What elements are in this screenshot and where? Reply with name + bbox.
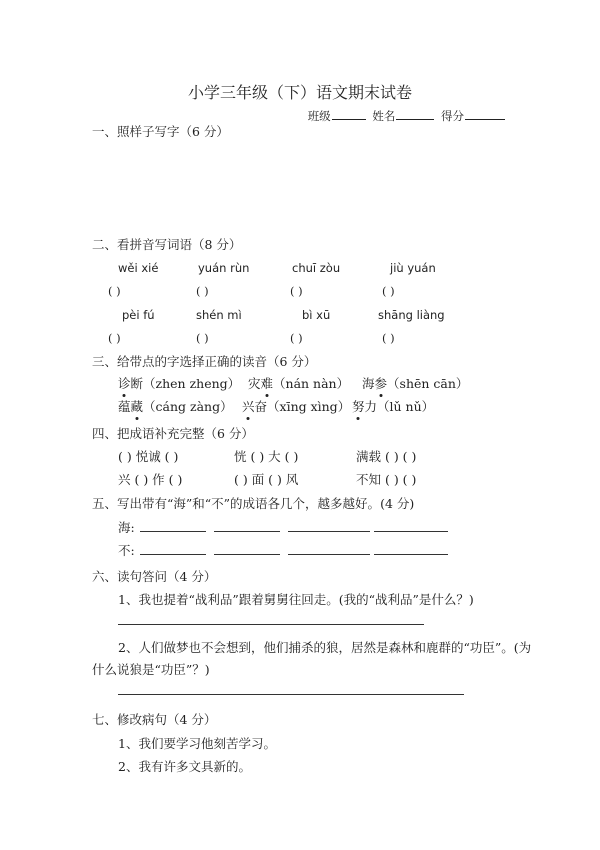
page-title: 小学三年级（下）语文期末试卷 — [187, 83, 412, 102]
pinyin-3: chuī zòu — [292, 261, 341, 275]
hai-answer-line-3[interactable] — [288, 531, 370, 532]
reading-item-5 — [242, 397, 350, 415]
dotted-char: 努 — [352, 399, 365, 414]
pinyin-8: shāng liàng — [378, 308, 445, 322]
hai-label: 海: — [118, 520, 135, 535]
question-6-1: 1、我也提着“战利品”跟着舅舅往回走。(我的“战利品”是什么？) — [118, 592, 474, 607]
pinyin-4: jiù yuán — [390, 261, 436, 275]
idiom-4[interactable]: 兴 ( ) 作 ( ) — [118, 472, 183, 487]
bu-answer-line-4[interactable] — [374, 554, 448, 555]
reading-text: （shēn cān） — [387, 376, 469, 391]
reading-item-3 — [362, 374, 468, 392]
bu-answer-line-3[interactable] — [288, 554, 370, 555]
pinyin-2: yuán rùn — [198, 261, 250, 275]
reading-item-4 — [118, 397, 233, 415]
section-2-heading: 二、看拼音写词语（8 分） — [92, 237, 242, 252]
class-label: 班级 — [307, 109, 331, 123]
pinyin-5: pèi fú — [122, 308, 155, 322]
question-6-2-line1: 2、人们做梦也不会想到，他们捕杀的狼，居然是森林和鹿群的“功臣”。(为 — [118, 640, 532, 655]
reading-text: 断（zhen zheng） — [130, 376, 241, 391]
name-blank[interactable] — [396, 108, 434, 120]
question-6-2-line2: 什么说狼是“功臣”？) — [92, 662, 210, 677]
dotted-char: 难 — [260, 376, 274, 391]
pinyin-7: bì xū — [302, 308, 331, 322]
hai-answer-line-2[interactable] — [214, 531, 280, 532]
idiom-6[interactable]: 不知 ( ) ( ) — [356, 472, 417, 487]
question-7-2: 2、我有许多文具新的。 — [118, 759, 251, 774]
reading-char: 灾 — [248, 376, 261, 391]
idiom-1[interactable]: ( ) 悦诚 ( ) — [118, 449, 179, 464]
dotted-char: 诊 — [118, 376, 131, 391]
class-blank[interactable] — [332, 108, 366, 120]
answer-paren-8[interactable]: ( ) — [382, 331, 395, 345]
pinyin-1: wěi xié — [118, 261, 159, 275]
reading-text: （nán nàn） — [273, 376, 350, 391]
dotted-char: 参 — [374, 376, 388, 391]
dotted-char: 藏 — [130, 399, 144, 414]
section-4-heading: 四、把成语补充完整（6 分） — [92, 426, 254, 441]
answer-paren-3[interactable]: ( ) — [290, 284, 303, 298]
bu-answer-line-2[interactable] — [214, 554, 280, 555]
dotted-char: 兴 — [242, 399, 255, 414]
score-label: 得分 — [441, 109, 464, 123]
idiom-5[interactable]: ( ) 面 ( ) 风 — [234, 472, 299, 487]
answer-paren-7[interactable]: ( ) — [290, 331, 303, 345]
answer-paren-2[interactable]: ( ) — [196, 284, 209, 298]
bu-label: 不: — [118, 543, 135, 558]
section-5-heading: 五、写出带有“海”和“不”的成语各几个，越多越好。(4 分) — [92, 496, 415, 511]
student-info — [308, 108, 508, 124]
hai-answer-line-4[interactable] — [374, 531, 448, 532]
answer-paren-4[interactable]: ( ) — [382, 284, 395, 298]
score-blank[interactable] — [465, 108, 505, 120]
answer-paren-1[interactable]: ( ) — [108, 284, 121, 298]
answer-paren-6[interactable]: ( ) — [196, 331, 209, 345]
reading-item-2 — [248, 374, 349, 392]
idiom-2[interactable]: 恍 ( ) 大 ( ) — [234, 449, 299, 464]
reading-item-6 — [352, 397, 434, 415]
bu-answer-line-1[interactable] — [140, 554, 206, 555]
name-label: 姓名 — [372, 109, 396, 123]
answer-line-6-2[interactable] — [118, 694, 464, 695]
question-7-1: 1、我们要学习他刻苦学习。 — [118, 736, 276, 751]
reading-text: 奋（xīng xìng） — [254, 399, 351, 414]
section-3-heading: 三、给带点的字选择正确的读音（6 分） — [92, 354, 317, 369]
reading-text: （cáng zàng） — [143, 399, 233, 414]
idiom-3[interactable]: 满载 ( ) ( ) — [356, 449, 417, 464]
pinyin-6: shén mì — [196, 308, 242, 322]
reading-text: 力（lǔ nǔ） — [364, 399, 435, 414]
section-1-heading: 一、照样子写字（6 分） — [92, 124, 229, 139]
reading-char: 海 — [362, 376, 375, 391]
section-6-heading: 六、读句答问（4 分） — [92, 569, 217, 584]
answer-paren-5[interactable]: ( ) — [108, 331, 121, 345]
answer-line-6-1[interactable] — [118, 624, 424, 625]
reading-item-1 — [118, 374, 240, 392]
reading-char: 蕴 — [118, 399, 131, 414]
section-7-heading: 七、修改病句（4 分） — [92, 712, 217, 727]
hai-answer-line-1[interactable] — [140, 531, 206, 532]
